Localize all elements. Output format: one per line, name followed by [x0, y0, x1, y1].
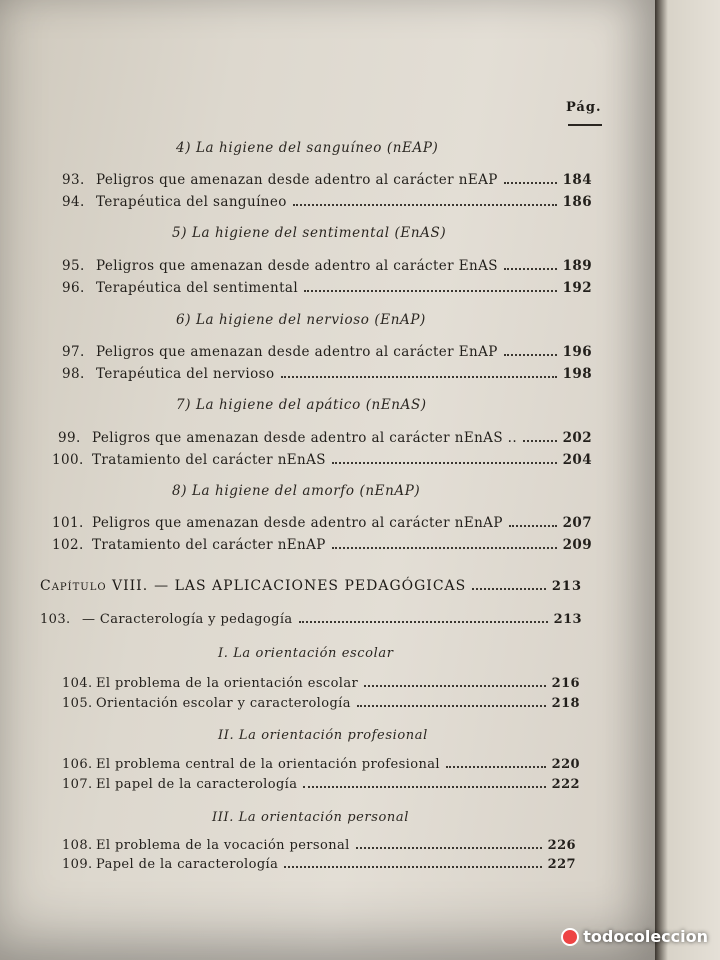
dot-leader: [504, 354, 557, 356]
dot-leader: [504, 268, 557, 270]
entry-page: 198: [562, 366, 592, 382]
toc-entry: [62, 366, 592, 382]
section-title: 6) La higiene del nervioso (EnAP): [176, 312, 426, 328]
section-title: 4) La higiene del sanguíneo (nEAP): [176, 140, 439, 156]
toc-entry: [62, 696, 580, 711]
watermark-logo: [561, 927, 708, 946]
dot-leader: [509, 525, 557, 527]
entry-page: 186: [562, 194, 592, 210]
dot-leader: [299, 621, 548, 623]
toc-entry: [52, 537, 592, 553]
dot-leader: [332, 547, 557, 549]
entry-page: 227: [547, 857, 576, 872]
subsection-title: II. La orientación profesional: [218, 728, 428, 743]
section-title: 5) La higiene del sentimental (EnAS): [172, 225, 447, 241]
entry-number: 93.: [62, 172, 85, 188]
header-rule: [568, 124, 602, 126]
entry-number: 98.: [62, 366, 85, 382]
toc-entry: [58, 430, 592, 446]
facing-page-edge: [655, 0, 720, 960]
entry-number: 100.: [52, 452, 84, 468]
page-column-header: Pág.: [566, 100, 602, 115]
toc-entry: [62, 838, 576, 853]
dot-leader: [332, 462, 557, 464]
entry-number: 103.: [40, 612, 71, 627]
dot-leader: [504, 182, 557, 184]
entry-number: 101.: [52, 515, 84, 531]
entry-number: 104.: [62, 676, 93, 691]
toc-entry: [62, 777, 580, 792]
entry-text: Terapéutica del sanguíneo: [96, 194, 287, 210]
entry-page: 209: [562, 537, 592, 553]
entry-text: — Caracterología y pedagogía: [82, 612, 293, 627]
subsection-title: III. La orientación personal: [212, 810, 410, 825]
entry-page: 189: [562, 258, 592, 274]
toc-entry: [62, 344, 592, 360]
dot-leader: [472, 588, 546, 590]
toc-entry: [62, 258, 592, 274]
toc-entry: [62, 757, 580, 772]
entry-text: Peligros que amenazan desde adentro al carácter EnAP: [96, 344, 498, 360]
entry-number: 105.: [62, 696, 93, 711]
section-title: 8) La higiene del amorfo (nEnAP): [172, 483, 421, 499]
dot-leader: [364, 685, 546, 687]
entry-text: Peligros que amenazan desde adentro al carácter nEnAS ..: [92, 430, 518, 446]
entry-text: El problema de la orientación escolar: [96, 676, 359, 691]
entry-text: Tratamiento del carácter nEnAS: [92, 452, 326, 468]
entry-text: El problema central de la orientación profesional: [96, 757, 440, 772]
dot-leader: [446, 766, 546, 768]
entry-number: 102.: [52, 537, 84, 553]
entry-number: 95.: [62, 258, 85, 274]
chapter-heading: [40, 578, 582, 594]
entry-page: 202: [562, 430, 592, 446]
entry-number: 107.: [62, 777, 93, 792]
watermark-dot-icon: [561, 928, 579, 946]
entry-number: 96.: [62, 280, 85, 296]
entry-text: Papel de la caracterología: [96, 857, 279, 872]
entry-page: 192: [562, 280, 592, 296]
entry-number: 97.: [62, 344, 85, 360]
entry-number: 108.: [62, 838, 93, 853]
entry-text: El problema de la vocación personal: [96, 838, 350, 853]
entry-number: 106.: [62, 757, 93, 772]
chapter-page: 213: [551, 579, 582, 594]
entry-page: 222: [551, 777, 580, 792]
entry-page: 184: [562, 172, 592, 188]
dot-leader: [304, 290, 557, 292]
entry-page: 204: [562, 452, 592, 468]
chapter-title: — LAS APLICACIONES PEDAGÓGICAS: [154, 578, 467, 594]
entry-text: Peligros que amenazan desde adentro al carácter nEnAP: [92, 515, 503, 531]
subsection-title: I. La orientación escolar: [218, 646, 394, 661]
entry-text: El papel de la caracterología: [96, 777, 298, 792]
dot-leader: [356, 847, 542, 849]
entry-number: 99.: [58, 430, 81, 446]
dot-leader: [523, 440, 557, 442]
toc-entry: [62, 172, 592, 188]
entry-text: Peligros que amenazan desde adentro al carácter EnAS: [96, 258, 498, 274]
entry-page: 218: [551, 696, 580, 711]
chapter-label: Capítulo VIII.: [40, 578, 149, 594]
entry-number: 94.: [62, 194, 85, 210]
entry-page: 213: [553, 612, 582, 627]
toc-entry: [52, 515, 592, 531]
entry-text: Terapéutica del nervioso: [96, 366, 275, 382]
section-title: 7) La higiene del apático (nEnAS): [176, 397, 427, 413]
entry-page: 216: [551, 676, 580, 691]
dot-leader: [293, 204, 557, 206]
entry-page: 226: [547, 838, 576, 853]
toc-entry: [62, 857, 576, 872]
dot-leader: [357, 705, 546, 707]
entry-text: Peligros que amenazan desde adentro al carácter nEAP: [96, 172, 498, 188]
entry-page: 220: [551, 757, 580, 772]
dot-leader: [303, 786, 545, 788]
entry-page: 196: [562, 344, 592, 360]
toc-entry: [52, 452, 592, 468]
dot-leader: [281, 376, 557, 378]
toc-entry: [62, 280, 592, 296]
entry-number: 109.: [62, 857, 93, 872]
entry-page: 207: [562, 515, 592, 531]
entry-text: Terapéutica del sentimental: [96, 280, 299, 296]
toc-entry: [62, 194, 592, 210]
entry-text: Tratamiento del carácter nEnAP: [92, 537, 326, 553]
toc-entry: [40, 612, 582, 627]
entry-text: Orientación escolar y caracterología: [96, 696, 351, 711]
watermark-text: todocoleccion: [583, 927, 708, 946]
toc-entry: [62, 676, 580, 691]
dot-leader: [284, 866, 541, 868]
